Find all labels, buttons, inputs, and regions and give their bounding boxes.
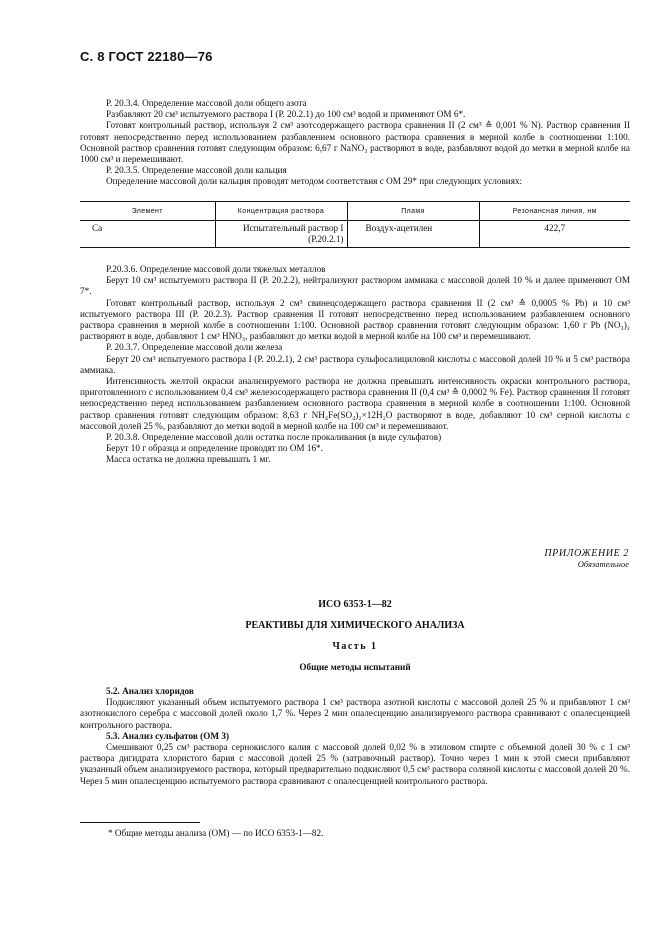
- column-header: Резонансная линия, нм: [479, 202, 630, 221]
- appendix-status: Обязательное: [577, 559, 629, 569]
- iso-subtitle: Общие методы испытаний: [299, 662, 411, 672]
- paragraph: Смешивают 0,25 см³ раствора сернокислого калия с массовой долей 0,02 % в этиловом спирте с объемной долей 30 % с 1 см³ раствора дигидрата хлористого бария с массовой долей 25 % (затравочный раствор). Точно через 1 мин к этой смеси прибавляют указанный объем анализируемого раствора, который предварительно подкисляют 0,5 см³ раствора соляной кислоты с массовой долей 20 %. Через 5 мин опалесценцию испытуемого раствора сравнивают с опалесценцией контрольного раствора.: [80, 742, 630, 786]
- appendix-title: ПРИЛОЖЕНИЕ 2: [544, 548, 629, 559]
- table-cell: 422,7: [479, 221, 630, 248]
- heading-20-3-5: Р. 20.3.5. Определение массовой доли кальция: [106, 165, 287, 176]
- paragraph: Готовят контрольный раствор, используя 2 см³ азотсодержащего раствора сравнения II (2 см³ ≙ 0,001 % N). Раствор сравнения II готовят непосредственно перед использованием разбавлением основного раствора сравнения в мерной колбе в соотношении 1:100. Основной раствор сравнения готовят следующим образом: 6,67 г NaNO₃ растворяют в воде, разбавляют водой до метки в мерной колбе на 1000 см³ и перемешивают.: [80, 120, 630, 165]
- paragraph: Определение массовой доли кальция проводят методом соответствия с ОМ 29* при следующих условиях:: [106, 176, 523, 187]
- column-header: Пламя: [347, 202, 479, 221]
- calcium-conditions-table: [80, 201, 630, 248]
- table-cell: Воздух-ацетилен: [347, 221, 479, 248]
- paragraph: Подкисляют указанный объем испытуемого раствора 1 см³ раствора азотной кислоты с массовой долей 25 % и прибавляют 1 см³ азотнокислого серебра с массовой долей около 1,7 %. Через 2 мин опалесценцию анализируемого раствора сравнивают с опалесценцией контрольного раствора.: [80, 697, 630, 730]
- heading-20-3-6: Р.20.3.6. Определение массовой доли тяжелых металлов: [106, 264, 326, 274]
- paragraph: Разбавляют 20 см³ испытуемого раствора I (Р. 20.2.1) до 100 см³ водой и применяют ОМ 6*.: [106, 109, 466, 120]
- paragraph: Берут 10 см³ испытуемого раствора II (Р. 20.2.2), нейтрализуют раствором аммиака с массовой долей 10 % и далее применяют ОМ 7*.: [80, 275, 630, 297]
- footnote: * Общие методы анализа (ОМ) — по ИСО 6353-1—82.: [108, 828, 324, 838]
- paragraph: Берут 10 г образца и определение проводят по ОМ 16*.: [106, 443, 323, 454]
- paragraph: Масса остатка не должна превышать 1 мг.: [106, 454, 271, 465]
- paragraph: Интенсивность желтой окраски анализируемого раствора не должна превышать интенсивность окраски контрольного раствора, приготовленного с использованием 0,4 см³ железосодержащего раствора сравнения II (0,4 см³ ≙ 0,0002 % Fe). Раствор сравнения II готовят непосредственно перед использованием разбавлением основного раствора сравнения в мерной колбе в соотношении 1:100. Основной раствор сравнения готовят следующим образом: 8,63 г NH₄Fe(SO₄)₂×12H₂O растворяют в воде, добавляют 10 см³ серной кислоты с массовой долей 25 %, разбавляют до метки водой в мерной колбе на 100 см³ и перемешивают.: [80, 376, 630, 431]
- table-cell: Испытательный раствор I (Р.20.2.1): [215, 221, 347, 248]
- heading-5-2: 5.2. Анализ хлоридов: [106, 686, 194, 696]
- appendix-label: [544, 548, 629, 569]
- page-header: С. 8 ГОСТ 22180—76: [80, 49, 213, 64]
- iso-title: РЕАКТИВЫ ДЛЯ ХИМИЧЕСКОГО АНАЛИЗА: [245, 620, 465, 631]
- column-header: Концентрация раствора: [215, 202, 347, 221]
- table-row: [80, 221, 630, 248]
- column-header: Элемент: [80, 202, 215, 221]
- table-cell: Са: [80, 221, 215, 248]
- section-nitrogen-calcium: [80, 98, 630, 188]
- heading-5-3: 5.3. Анализ сульфатов (ОМ 3): [106, 730, 230, 741]
- paragraph: Готовят контрольный раствор, используя 2 см³ свинецсодержащего раствора сравнения II (2 см³ ≙ 0,0005 % Pb) и 10 см³ испытуемого раствора III (Р. 20.2.3). Раствор сравнения II готовят непосредственно перед использованием разбавлением основного раствора сравнения в мерной колбе в соотношении 1:100. Основной раствор сравнения готовят следующим образом: 1,60 г Pb (NO₃)₂ растворяют в воде, добавляют 1 см³ HNO₃, разбавляют до метки водой в мерной колбе на 100 см³ и перемешивают.: [80, 297, 630, 342]
- footnote-divider: [80, 822, 200, 823]
- iso-part: Часть 1: [332, 641, 378, 652]
- paragraph: Берут 20 см³ испытуемого раствора I (Р. 20.2.1), 2 см³ раствора сульфосалициловой кислоты с массовой долей 10 % и 5 см³ раствора аммиака.: [80, 353, 630, 375]
- section-iso-methods: [80, 686, 630, 787]
- table-header-row: [80, 202, 630, 221]
- heading-20-3-8: Р. 20.3.8. Определение массовой доли остатка после прокаливания (в виде сульфатов): [106, 432, 442, 443]
- heading-20-3-7: Р. 20.3.7. Определение массовой доли железа: [106, 342, 283, 353]
- section-metals-iron-residue: [80, 264, 630, 466]
- iso-code: ИСО 6353-1—82: [318, 599, 392, 610]
- heading-20-3-4: Р. 20.3.4. Определение массовой доли общего азота: [106, 98, 307, 108]
